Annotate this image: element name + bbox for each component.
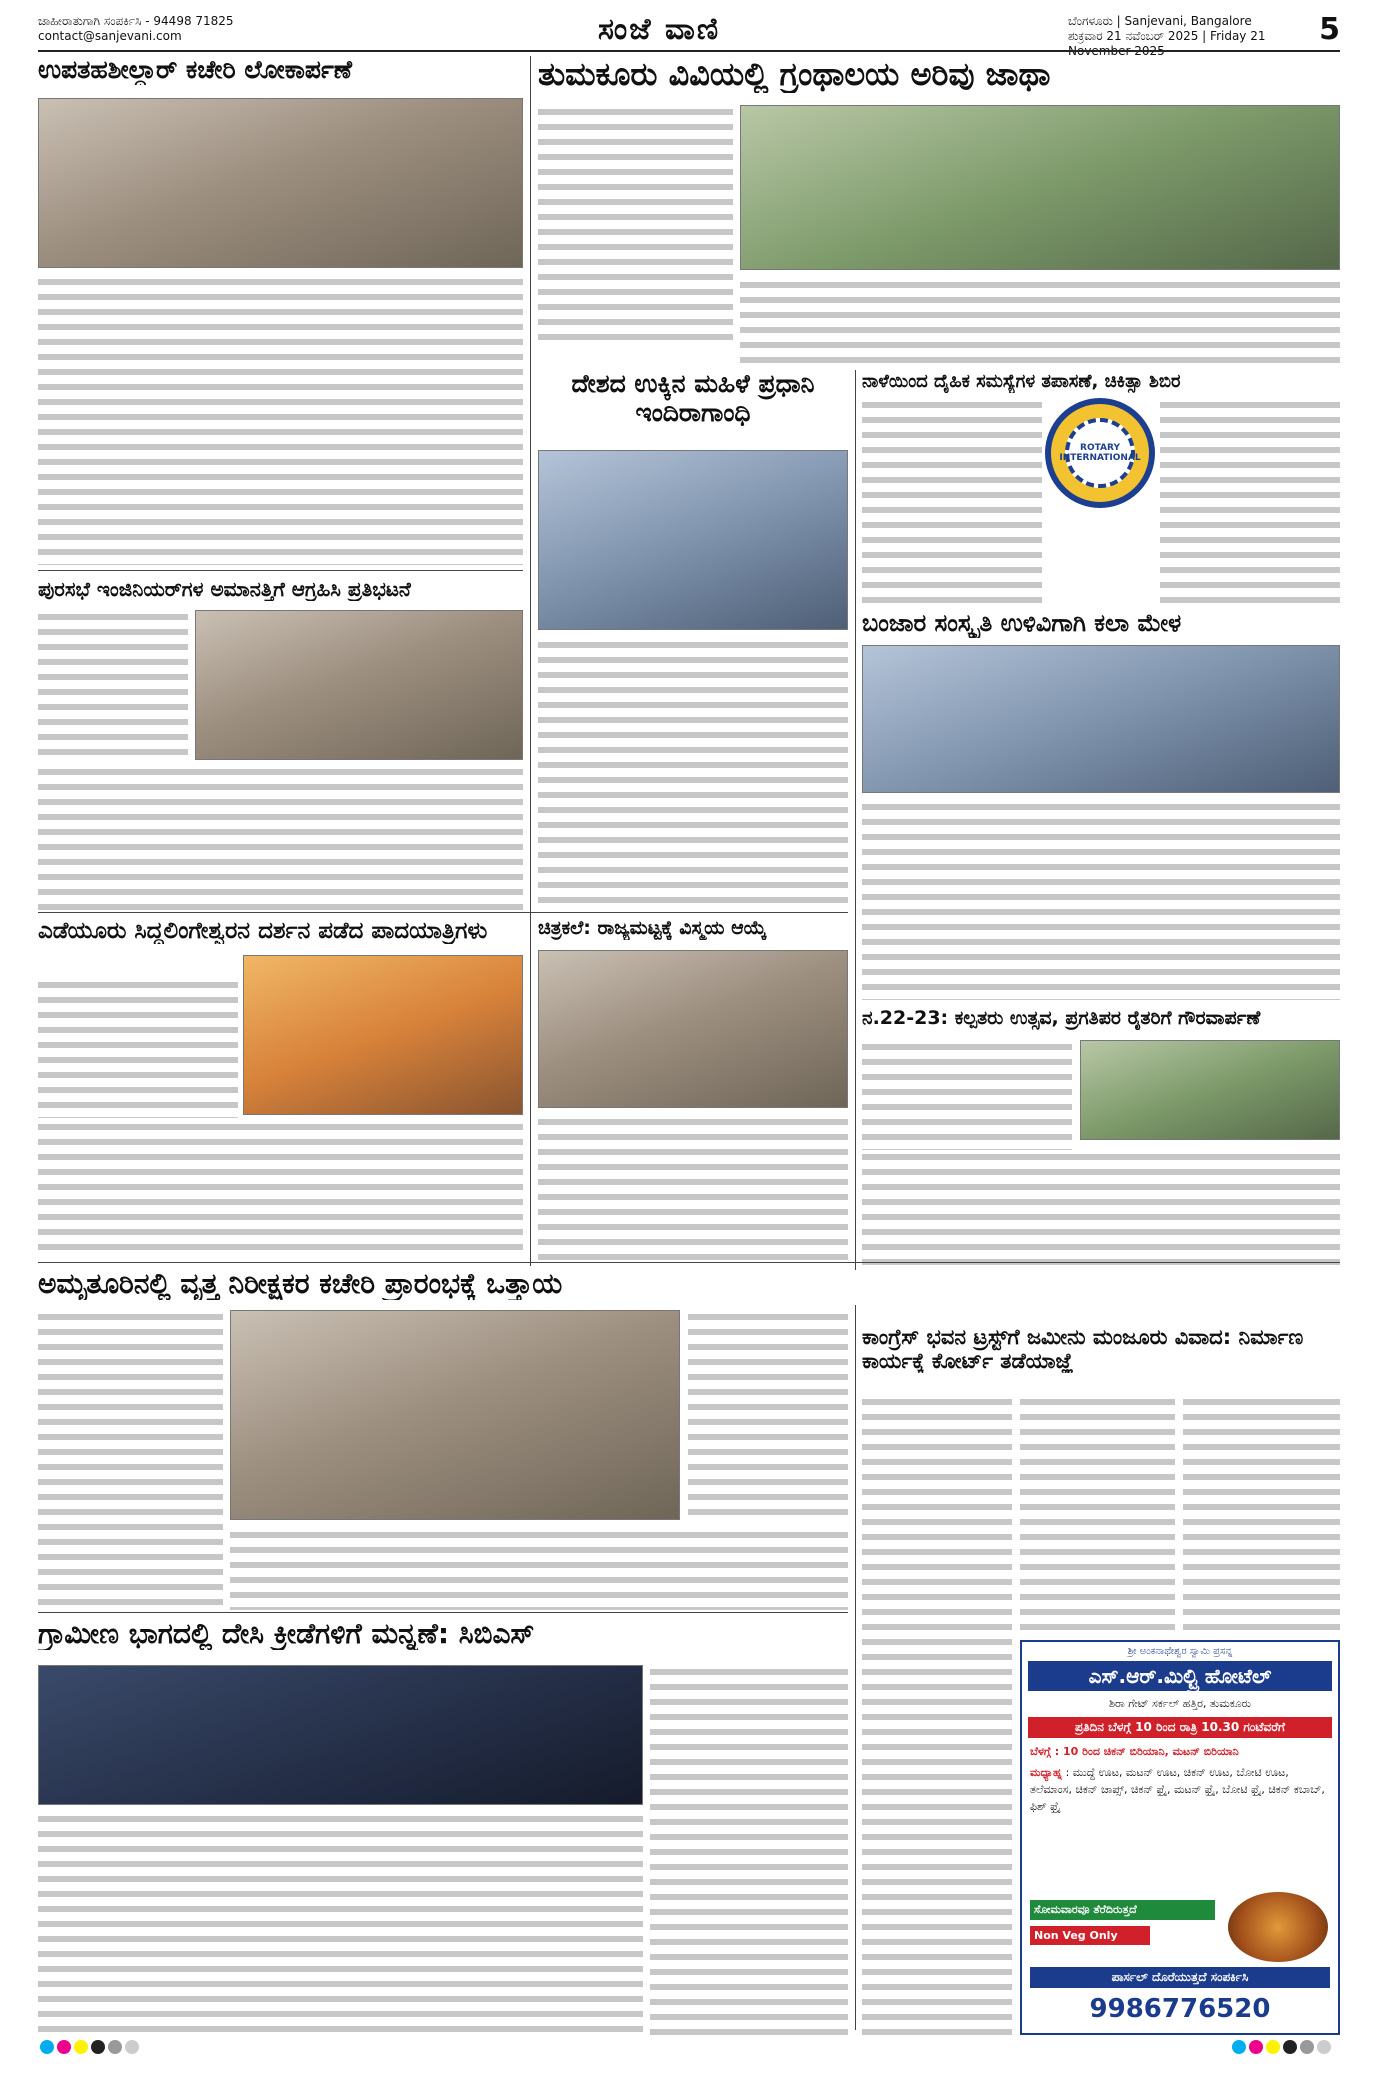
article-photo [195,610,523,760]
section-rule [38,1612,848,1613]
article-body [862,1150,1340,1265]
section-rule [38,1262,1340,1263]
header-rule [38,50,1340,52]
article-photo [38,1665,643,1805]
ad-parcel: ಪಾರ್ಸಲ್ ದೊರೆಯುತ್ತದೆ ಸಂಪರ್ಕಿಸಿ [1030,1967,1330,1988]
article-body [38,765,523,910]
article-body [38,610,188,760]
article-headline: ಅಮೃತೂರಿನಲ್ಲಿ ವೃತ್ತ ನಿರೀಕ್ಷಕರ ಕಚೇರಿ ಪ್ರಾರಂಭಕ್ಕೆ ಒತ್ತಾಯ [38,1268,563,1300]
section-rule [38,570,523,571]
article-body [38,1310,223,1610]
rotary-logo-text: ROTARY INTERNATIONAL [1065,418,1135,488]
article-photo [538,950,848,1108]
print-color-bar-left [40,2040,139,2054]
article-photo [538,450,848,630]
ad-contact-line: ಜಾಹೀರಾತುಗಾಗಿ ಸಂಪರ್ಕಿಸಿ - 94498 71825 [38,14,234,28]
article-body [538,105,733,345]
rotary-logo [1045,398,1155,508]
section-rule [38,912,848,913]
article-headline: ಉಪತಹಶೀಲ್ದಾರ್ ಕಚೇರಿ ಲೋಕಾರ್ಪಣೆ [38,56,353,84]
article-photo [230,1310,680,1520]
edition-line: ಬೆಂಗಳೂರು | Sanjevani, Bangalore [1068,14,1252,28]
article-body [740,278,1340,364]
article-body [1160,398,1340,603]
ad-menu-label: ಮಧ್ಯಾಹ್ನ [1030,1766,1063,1779]
article-photo [243,955,523,1115]
ad-morning-menu: ಬೆಳಗ್ಗೆ : 10 ರಿಂದ ಚಿಕನ್ ಬಿರಿಯಾನಿ, ಮಟನ್ ಬಿರಿಯಾನಿ [1030,1745,1239,1758]
article-body [650,1665,848,2035]
article-body [538,1115,848,1260]
article-photo [1080,1040,1340,1140]
article-photo [38,98,523,268]
article-body [862,398,1042,603]
print-color-bar-right [1232,2040,1331,2054]
article-body [38,1812,643,2035]
ad-menu-block: ಮಧ್ಯಾಹ್ನ : ಮುದ್ದೆ ಊಟ, ಮಟನ್ ಊಟ, ಚಿಕನ್ ಊಟ, ಬೋಟಿ ಊಟ, ತಲೆಮಾಂಸ, ಚಿಕನ್ ಚಾಪ್ಸ್, ಚಿಕನ್ ಫ್ರೈ, ಮಟನ್ ಫ್ರೈ, ಬೋಟಿ ಫ್ರೈ, ಚಿಕನ್ ಕಬಾಬ್, ಫಿಶ್ ಫ್ರೈ [1030,1766,1325,1813]
article-headline: ನ.22-23: ಕಲ್ಪತರು ಉತ್ಸವ, ಪ್ರಗತಿಪರ ರೈತರಿಗೆ ಗೌರವಾರ್ಪಣೆ [862,1008,1261,1029]
ad-phone: 9986776520 [1089,1994,1271,2024]
ad-timing: ಪ್ರತಿದಿನ ಬೆಳಗ್ಗೆ 10 ರಿಂದ ರಾತ್ರಿ 10.30 ಗಂಟೆವರೆಗೆ [1028,1717,1332,1738]
article-headline: ಕಾಂಗ್ರೆಸ್ ಭವನ ಟ್ರಸ್ಟ್‌ಗೆ ಜಮೀನು ಮಂಜೂರು ವಿವಾದ: ನಿರ್ಮಾಣ ಕಾರ್ಯಕ್ಕೆ ಕೋರ್ಟ್ ತಡೆಯಾಜ್ಞೆ [862,1325,1304,1374]
article-body [38,978,238,1118]
date-line: ಶುಕ್ರವಾರ 21 ನವೆಂಬರ್ 2025 | Friday 21 [1068,29,1266,43]
ad-monday-open: ಸೋಮವಾರವೂ ತೆರೆದಿರುತ್ತದೆ [1030,1900,1215,1920]
article-body [862,800,1340,1000]
article-headline: ಗ್ರಾಮೀಣ ಭಾಗದಲ್ಲಿ ದೇಸಿ ಕ್ರೀಡೆಗಳಿಗೆ ಮನ್ನಣೆ: ಸಿಬಿಎಸ್ [38,1618,535,1650]
article-headline: ತುಮಕೂರು ವಿವಿಯಲ್ಲಿ ಗ್ರಂಥಾಲಯ ಅರಿವು ಜಾಥಾ [538,56,1051,93]
article-photo [862,645,1340,793]
hotel-advertisement [1020,1640,1340,2035]
article-headline: ಬಂಜಾರ ಸಂಸ್ಕೃತಿ ಉಳಿವಿಗಾಗಿ ಕಲಾ ಮೇಳ [862,610,1182,637]
article-photo [740,105,1340,270]
masthead-logo: ಸಂಜೆ ವಾಣಿ [598,12,721,47]
article-body [538,638,848,908]
article-body [38,275,523,565]
article-headline: ಪುರಸಭೆ ಇಂಜಿನಿಯರ್‌ಗಳ ಅಮಾನತ್ತಿಗೆ ಆಗ್ರಹಿಸಿ ಪ್ರತಿಭಟನೆ [38,578,411,601]
ad-hotel-name: ಎಸ್.ಆರ್.ಮಿಲ್ಟ್ರಿ ಹೋಟೆಲ್ [1028,1661,1332,1691]
article-body [688,1310,848,1520]
ad-address: ಶಿರಾ ಗೇಟ್ ಸರ್ಕಲ್ ಹತ್ತಿರ, ತುಮಕೂರು [1108,1697,1251,1710]
article-headline: ದೇಶದ ಉಕ್ಕಿನ ಮಹಿಳೆ ಪ್ರಧಾನಿ ಇಂದಿರಾಗಾಂಧಿ [571,370,815,427]
header-contact [38,14,234,44]
header-dateline [1068,14,1308,59]
article-body [1183,1395,1340,1635]
article-headline: ಎಡೆಯೂರು ಸಿದ್ದಲಿಂಗೇಶ್ವರನ ದರ್ಶನ ಪಡೆದ ಪಾದಯಾತ್ರಿಗಳು [38,918,488,944]
article-body [1020,1395,1175,1635]
article-headline: ನಾಳೆಯಿಂದ ದೈಹಿಕ ಸಮಸ್ಯೆಗಳ ತಪಾಸಣೆ, ಚಿಕಿತ್ಸಾ ಶಿಬಿರ [862,372,1181,392]
article-body [38,1120,523,1255]
ad-nonveg-badge: Non Veg Only [1030,1926,1150,1945]
article-headline: ಚಿತ್ರಕಲೆ: ರಾಜ್ಯಮಟ್ಟಕ್ಕೆ ವಿಸ್ಮಯ ಆಯ್ಕೆ [538,918,767,939]
ad-blessing: ಶ್ರೀ ಅಂಕನಾಥೇಶ್ವರ ಸ್ವಾಮಿ ಪ್ರಸನ್ನ [1127,1646,1233,1657]
column-divider [855,370,856,1270]
ad-menu-items: ಮುದ್ದೆ ಊಟ, ಮಟನ್ ಊಟ, ಚಿಕನ್ ಊಟ, ಬೋಟಿ ಊಟ, ತಲೆಮಾಂಸ, ಚಿಕನ್ ಚಾಪ್ಸ್, ಚಿಕನ್ ಫ್ರೈ, ಮಟನ್ ಫ್ರೈ, ಬೋಟಿ ಫ್ರೈ, ಚಿಕನ್ ಕಬಾಬ್, ಫಿಶ್ ಫ್ರೈ [1030,1766,1325,1813]
article-body [862,1395,1012,2035]
food-plate-icon [1228,1892,1328,1962]
article-body [230,1528,848,1610]
column-divider [530,56,531,1266]
column-divider [855,1305,856,2030]
email-line: contact@sanjevani.com [38,29,182,43]
page-number: 5 [1319,12,1340,47]
